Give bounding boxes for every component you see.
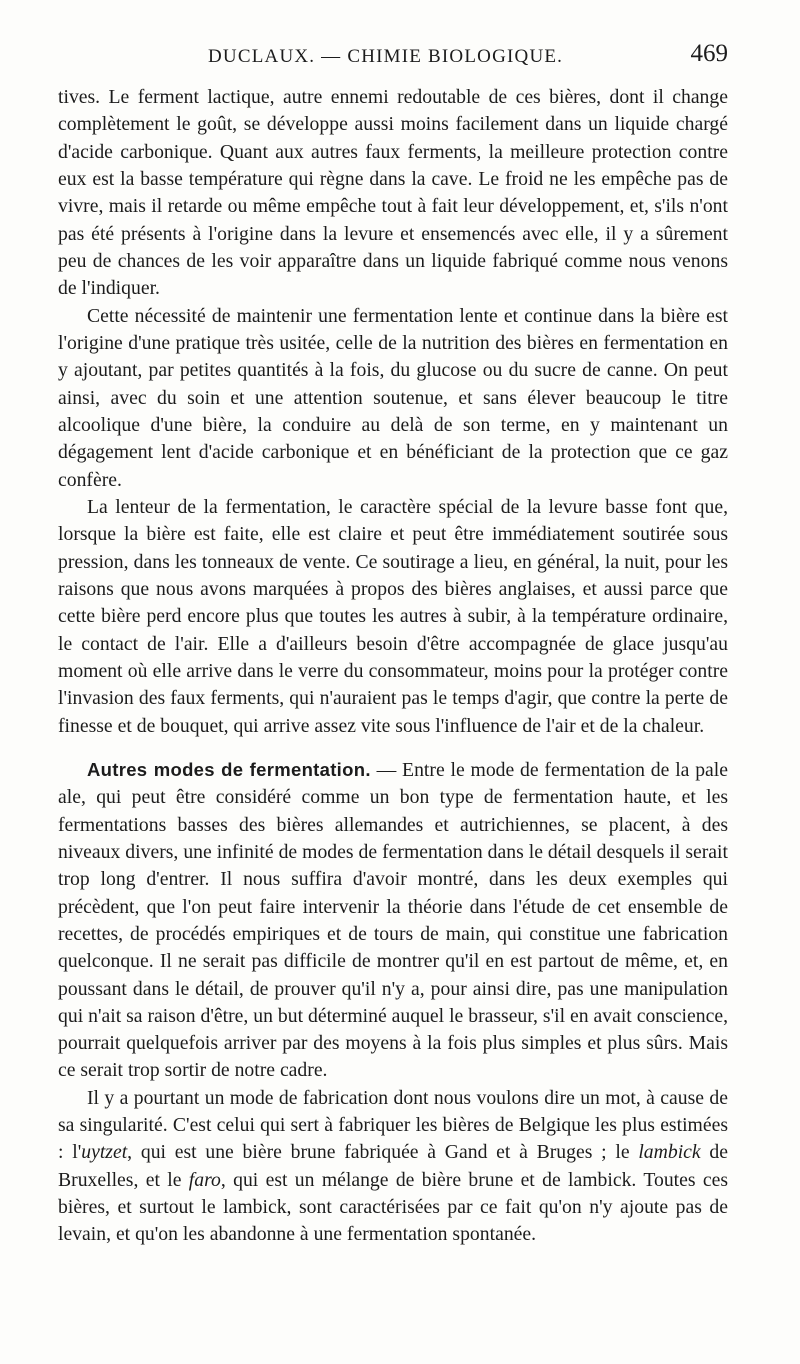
paragraph-5-text-after: , qui est un mélange de bière brune et de lambick. Toutes ces bières, et surtout le lambick, sont caractérisées par ce fait qu'on n'y ajoute pas de levain, et qu'on les abandonne à une fermentation spontanée. — [58, 1168, 728, 1246]
page-number: 469 — [690, 40, 728, 67]
paragraph-5-text-mid1: , qui est une bière brune fabriquée à Gand et à Bruges ; le — [127, 1141, 639, 1164]
term-faro: faro — [188, 1168, 221, 1191]
paragraph-5-text-mid2: de Bruxelles, et le — [58, 1141, 728, 1191]
paragraph-5-text-before: Il y a pourtant un mode de fabrication dont nous voulons dire un mot, à cause de sa singularité. C'est celui qui sert à fabriquer les bières de Belgique les plus estimées : l' — [58, 1086, 728, 1164]
paragraph-4-text: — Entre le mode de fermentation de la pale ale, qui peut être considéré comme un bon type de fermentation haute, et les fermentations basses des bières allemandes et autrichiennes, se placent, à des niveaux divers, une infinité de modes de fermentation dans le détail desquels il serait trop long d'entrer. Il nous suffira d'avoir montré, dans les deux exemples qui précèdent, que l'on peut faire intervenir la théorie dans l'étude de cet ensemble de recettes, de procédés empiriques et de tours de main, qui constitue une fabrication quelconque. Il ne serait pas difficile de montrer qu'il en est partout de même, et, en poussant dans le détail, de prouver qu'il n'y a, pour ainsi dire, pas une manipulation qui n'ait sa raison d'être, un but déterminé auquel le brasseur, s'il en avait conscience, pourrait quelquefois arriver par des moyens à la fois plus simples et plus sûrs. Mais ce serait trop sortir de notre cadre. — [58, 758, 728, 1082]
running-head: DUCLAUX. — CHIMIE BIOLOGIQUE. — [208, 46, 564, 67]
paragraph-1: tives. Le ferment lactique, autre ennemi redoutable de ces bières, dont il change complètement le goût, se développe aussi moins facilement dans un liquide chargé d'acide carbonique. Quant aux autres faux ferments, la meilleure protection contre eux est la basse température qui règne dans la cave. Le froid ne les empêche pas de vivre, mais il retarde ou même empêche tout à fait leur développement, et, s'ils n'ont pas été présents à l'origine dans la levure et ensemencés avec elle, il y a sûrement peu de chances de les voir apparaître dans un liquide fabriqué comme nous venons de l'indiquer. — [58, 86, 728, 300]
page-header — [58, 40, 728, 74]
paragraph-3: La lenteur de la fermentation, le caractère spécial de la levure basse font que, lorsque la bière est faite, elle est claire et peut être immédiatement soutirée sous pression, dans les tonneaux de vente. Ce soutirage a lieu, en général, la nuit, pour les raisons que nous avons marquées à propos des bières anglaises, et aussi parce que cette bière perd encore plus que toutes les autres à subir, à la température ordinaire, le contact de l'air. Elle a d'ailleurs besoin d'être accompagnée de glace jusqu'au moment où elle arrive dans le verre du consommateur, moins pour la protéger contre l'invasion des faux ferments, qui n'auraient pas le temps d'agir, que contre la perte de finesse et de bouquet, qui arrive assez vite sous l'influence de l'air et de la chaleur. — [58, 495, 728, 737]
term-uytzet: uytzet — [81, 1141, 128, 1164]
section-title: Autres modes de fermentation. — [87, 758, 371, 780]
body-text — [58, 84, 728, 1249]
paragraph-5 — [58, 1085, 728, 1249]
paragraph-4 — [58, 756, 728, 1085]
term-lambick: lambick — [638, 1141, 701, 1164]
paragraph-2: Cette nécessité de maintenir une fermentation lente et continue dans la bière est l'origine d'une pratique très usitée, celle de la nutrition des bières en fermentation en y ajoutant, par petites quantités à la fois, du glucose ou du sucre de canne. On peut ainsi, avec du soin et une attention soutenue, et sans élever beaucoup le titre alcoolique d'une bière, la conduire au delà de son terme, en y maintenant un dégagement lent d'acide carbonique et en bénéficiant de la protection que ce gaz confère. — [58, 304, 728, 491]
